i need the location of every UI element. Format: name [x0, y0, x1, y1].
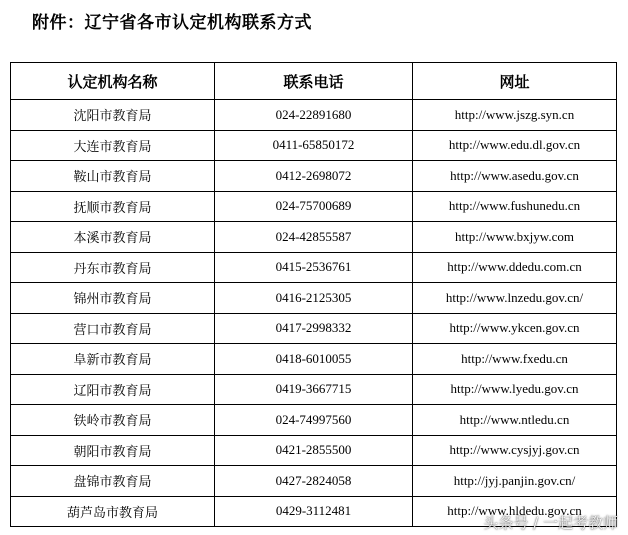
phone-number: 0418-6010055 [215, 344, 413, 375]
phone-number: 0419-3667715 [215, 374, 413, 405]
phone-number: 0416-2125305 [215, 283, 413, 314]
website-url[interactable]: http://www.jszg.syn.cn [413, 100, 617, 131]
website-url[interactable]: http://www.fxedu.cn [413, 344, 617, 375]
institution-name: 抚顺市教育局 [11, 191, 215, 222]
website-url[interactable]: http://www.asedu.gov.cn [413, 161, 617, 192]
institution-name: 营口市教育局 [11, 313, 215, 344]
website-url[interactable]: http://www.edu.dl.gov.cn [413, 130, 617, 161]
phone-number: 0417-2998332 [215, 313, 413, 344]
table-row [11, 344, 617, 375]
website-url[interactable]: http://jyj.panjin.gov.cn/ [413, 466, 617, 497]
phone-number: 0411-65850172 [215, 130, 413, 161]
institution-name: 盘锦市教育局 [11, 466, 215, 497]
table-row [11, 283, 617, 314]
table-row [11, 130, 617, 161]
website-url[interactable]: http://www.bxjyw.com [413, 222, 617, 253]
website-url[interactable]: http://www.ykcen.gov.cn [413, 313, 617, 344]
phone-number: 0429-3112481 [215, 496, 413, 527]
table-header-row [11, 63, 617, 100]
table-row [11, 100, 617, 131]
website-url[interactable]: http://www.hldedu.gov.cn [413, 496, 617, 527]
table-row [11, 222, 617, 253]
website-url[interactable]: http://www.ntledu.cn [413, 405, 617, 436]
table-row [11, 374, 617, 405]
phone-number: 0427-2824058 [215, 466, 413, 497]
institution-name: 朝阳市教育局 [11, 435, 215, 466]
institution-name: 本溪市教育局 [11, 222, 215, 253]
institution-name: 铁岭市教育局 [11, 405, 215, 436]
phone-number: 0412-2698072 [215, 161, 413, 192]
institution-name: 鞍山市教育局 [11, 161, 215, 192]
table-row [11, 161, 617, 192]
institution-name: 阜新市教育局 [11, 344, 215, 375]
header-website: 网址 [413, 63, 617, 100]
table-row [11, 466, 617, 497]
watermark: 头条号 / 一起考教师 [483, 514, 618, 532]
document-title: 附件：辽宁省各市认定机构联系方式 [32, 13, 312, 33]
website-url[interactable]: http://www.fushunedu.cn [413, 191, 617, 222]
phone-number: 024-74997560 [215, 405, 413, 436]
phone-number: 024-42855587 [215, 222, 413, 253]
website-url[interactable]: http://www.lyedu.gov.cn [413, 374, 617, 405]
phone-number: 0415-2536761 [215, 252, 413, 283]
table-row [11, 191, 617, 222]
phone-number: 0421-2855500 [215, 435, 413, 466]
phone-number: 024-22891680 [215, 100, 413, 131]
institution-name: 葫芦岛市教育局 [11, 496, 215, 527]
contacts-table [10, 62, 617, 527]
website-url[interactable]: http://www.lnzedu.gov.cn/ [413, 283, 617, 314]
institution-name: 大连市教育局 [11, 130, 215, 161]
table-row [11, 252, 617, 283]
website-url[interactable]: http://www.ddedu.com.cn [413, 252, 617, 283]
institution-name: 丹东市教育局 [11, 252, 215, 283]
table-row [11, 313, 617, 344]
website-url[interactable]: http://www.cysjyj.gov.cn [413, 435, 617, 466]
institution-name: 锦州市教育局 [11, 283, 215, 314]
phone-number: 024-75700689 [215, 191, 413, 222]
table-row [11, 435, 617, 466]
table-row [11, 405, 617, 436]
institution-name: 辽阳市教育局 [11, 374, 215, 405]
header-institution-name: 认定机构名称 [11, 63, 215, 100]
header-phone: 联系电话 [215, 63, 413, 100]
institution-name: 沈阳市教育局 [11, 100, 215, 131]
